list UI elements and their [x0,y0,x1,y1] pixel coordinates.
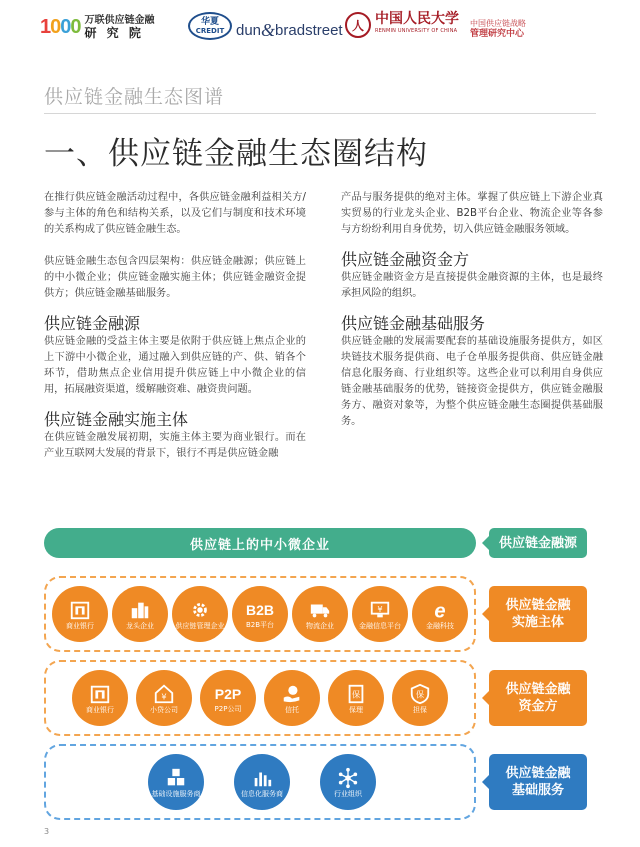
left-column [44,190,306,478]
svg-text:¥: ¥ [161,691,167,701]
svg-text:¥: ¥ [377,603,383,614]
ecosystem-diagram [0,518,640,818]
renmin-english: RENMIN UNIVERSITY OF CHINA [375,28,458,34]
dnb-left: dun [236,22,262,39]
wanlian-mark: 1000 [40,15,81,38]
wanlian-subname: 研 究 院 [84,26,144,40]
fund-node-p2p: P2P P2P公司 [200,670,256,726]
fund-pointer [482,691,489,705]
credit-logo-line2: CREDIT [195,27,225,35]
impl-node-leader: 龙头企业 [112,586,168,642]
page-number: 3 [44,827,50,836]
base-paragraph: 供应链金融的发展需要配套的基础设施服务提供方，如区块链技术服务提供商、电子仓单服务提供商、供应链金融信息化服务商、行业组织等。这些企业可以利用自身供应链金融基础服务的优势，链接资金提供方，供应链金融服务方、融资对象等，为整个供应链金融生态圈提供基础服务。 [341,336,603,427]
section-label: 供应链金融生态图谱 [44,86,225,108]
side-label-impl: 供应链金融 实施主体 [489,586,587,642]
impl-pointer [482,607,489,621]
renmin-logo [345,12,459,38]
renmin-name: 中国人民大学 [375,11,459,27]
e-icon [428,599,452,621]
fund-node-factoring: 保 保理 [328,670,384,726]
bar-chart-icon [250,767,274,789]
wanlian-logo [40,14,155,40]
source-heading: 供应链金融源 [44,314,141,333]
base-heading: 供应链金融基础服务 [341,314,486,333]
renmin-seal-icon: 人 [345,12,371,38]
impl-node-finance-info: ¥ 金融信息平台 [352,586,408,642]
credit-logo [188,12,232,40]
header-logos [0,10,640,52]
p2p-text: P2P [214,685,242,702]
impl-continued-paragraph: 产品与服务提供的绝对主体。掌握了供应链上下游企业真实贸易的行业龙头企业、B2B平台企业、物流企业等各参与方纷纷利用自身优势，切入供应链金融服务领域。 [341,192,603,235]
base-node-it: 信息化服务商 [234,754,290,810]
dnb-right: bradstreet [275,22,343,39]
building-icon [128,599,152,621]
source-pointer [482,536,489,550]
side-label-source: 供应链金融源 [489,528,587,558]
gear-icon [188,599,212,621]
impl-node-bank: 商业银行 [52,586,108,642]
cubes-icon [164,767,188,789]
yen-house-icon [152,683,176,705]
fund-paragraph: 供应链金融资金方是直接提供金融资源的主体，也是最终承担风险的组织。 [341,272,603,299]
base-node-industry: 行业组织 [320,754,376,810]
base-pointer [482,775,489,789]
fund-node-microloan: ¥ 小贷公司 [136,670,192,726]
source-paragraph: 供应链金融的受益主体主要是依附于供应链上焦点企业的上下游中小微企业，通过融入到供应链的产、供、销各个环节，借助焦点企业信用提升供应链上中小微企业的信用，拓展融资渠道，缓解融资难、融资贵问题。 [44,336,306,395]
impl-node-scm: 供应链管理企业 [172,586,228,642]
fund-heading: 供应链金融资金方 [341,250,470,269]
fund-node-trust: 信托 [264,670,320,726]
bank-icon [68,599,92,621]
truck-icon [308,599,332,621]
shield-bao-icon [408,683,432,705]
dnb-amp: & [261,20,276,40]
architecture-paragraph: 供应链金融生态包含四层架构：供应链金融源；供应链上的中小微企业；供应链金融实施主体；供应链金融资金提供方；供应链金融基础服务。 [44,256,306,299]
fund-node-guarantee: 保 担保 [392,670,448,726]
base-node-infra: 基础设施服务商 [148,754,204,810]
impl-paragraph: 在供应链金融发展初期，实施主体主要为商业银行。而在产业互联网大发展的背景下，银行不再是供应链金融 [44,432,306,459]
page-title: 一、供应链金融生态圈结构 [44,136,428,172]
b2b-text: B2B [245,601,274,618]
research-center-logo [470,18,526,40]
side-label-base: 供应链金融 基础服务 [489,754,587,810]
computer-yen-icon [368,599,392,621]
section-divider [44,113,596,114]
network-icon [336,767,360,789]
credit-logo-line1: 华夏 [200,17,219,27]
research-center-line1: 中国供应链战略 [470,19,526,28]
fund-node-bank: 商业银行 [72,670,128,726]
document-bao-icon [344,683,368,705]
right-column [341,190,603,446]
impl-node-fintech: e 金融科技 [412,586,468,642]
svg-text:e: e [434,599,446,621]
svg-text:保: 保 [415,689,425,700]
dnb-logo [236,20,343,41]
svg-text:保: 保 [351,689,361,700]
hand-coin-icon [280,683,304,705]
wanlian-name: 万联供应链金融 [84,15,155,26]
impl-node-logistics: 物流企业 [292,586,348,642]
research-center-line2: 管理研究中心 [470,29,525,39]
impl-node-b2b: B2B B2B平台 [232,586,288,642]
bank-icon [88,683,112,705]
impl-heading: 供应链金融实施主体 [44,410,189,429]
intro-paragraph: 在推行供应链金融活动过程中，各供应链金融利益相关方/参与主体的角色和结构关系，以及它们与制度和技术环境的关系构成了供应链金融生态。 [44,192,306,235]
side-label-fund: 供应链金融 资金方 [489,670,587,726]
sme-banner: 供应链上的中小微企业 [44,528,476,558]
